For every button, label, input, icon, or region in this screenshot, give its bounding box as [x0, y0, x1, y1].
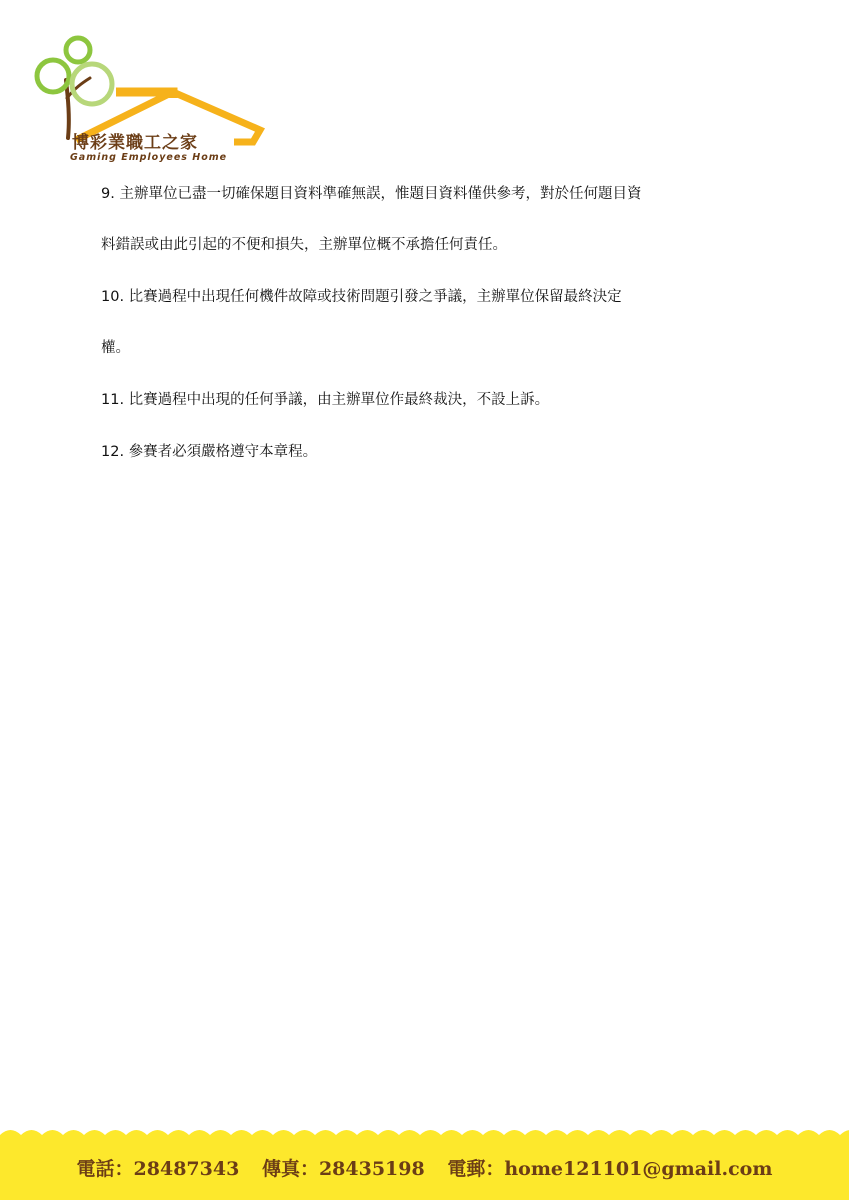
clause-line: 11. 比賽過程中出現的任何爭議，由主辦單位作最終裁決，不設上訴。 [101, 392, 550, 408]
contact-info [0, 1154, 849, 1181]
logo-chinese-name: 博彩業職工之家 [72, 133, 198, 153]
organization-logo [30, 28, 270, 168]
clause-line: 12. 參賽者必須嚴格遵守本章程。 [101, 444, 318, 460]
clause-11 [101, 390, 761, 410]
clause-line: 權。 [101, 340, 130, 356]
fax-number: 傳真：28435198 [261, 1158, 425, 1180]
phone-number: 電話：28487343 [76, 1158, 240, 1180]
logo-english-name: Gaming Employees Home [70, 152, 228, 163]
rules-content [101, 184, 761, 462]
clause-10 [101, 287, 761, 358]
clause-line: 9. 主辦單位已盡一切確保題目資料準確無誤，惟題目資料僅供參考，對於任何題目資 [101, 186, 642, 202]
clause-12 [101, 442, 761, 462]
email-address: 電郵：home121101@gmail.com [447, 1158, 773, 1180]
clause-line: 10. 比賽過程中出現任何機件故障或技術問題引發之爭議，主辦單位保留最終決定 [101, 289, 622, 305]
tree-leaf-left [37, 60, 69, 92]
contact-footer [0, 1122, 849, 1200]
tree-leaf-top [66, 38, 90, 62]
clause-9 [101, 184, 761, 255]
tree-leaf-right [72, 64, 112, 104]
clause-line: 料錯誤或由此引起的不便和損失，主辦單位概不承擔任何責任。 [101, 237, 507, 253]
